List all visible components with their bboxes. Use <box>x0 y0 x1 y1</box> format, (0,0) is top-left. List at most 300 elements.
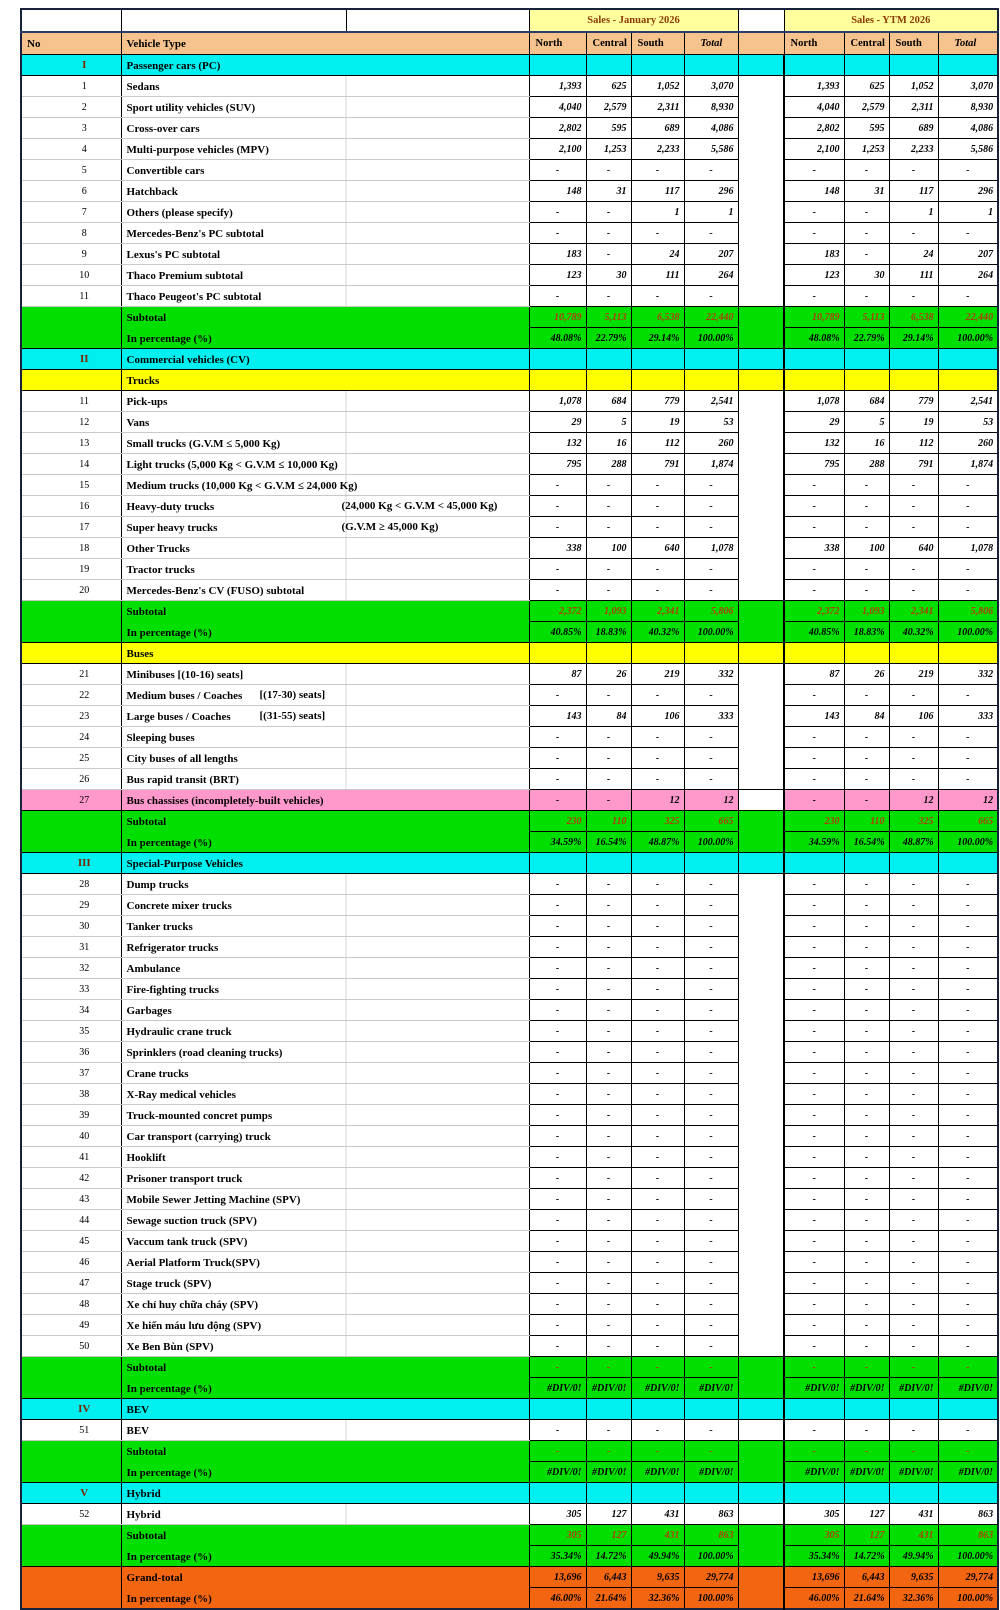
cell-jan-north[interactable]: - <box>529 769 586 790</box>
cell-jan-south[interactable]: 431 <box>631 1525 684 1546</box>
cell-ytm-south[interactable]: 779 <box>889 391 938 412</box>
cell-jan-south[interactable]: - <box>631 1357 684 1378</box>
cell-jan-north[interactable] <box>529 1399 586 1420</box>
cell-ytm-central[interactable]: - <box>844 874 889 895</box>
cell-vehicle-type[interactable] <box>121 1483 529 1504</box>
cell-ytm-central[interactable]: - <box>844 1189 889 1210</box>
cell-jan-total[interactable]: - <box>684 1315 738 1336</box>
cell-vehicle-type[interactable] <box>121 1567 529 1588</box>
cell-ytm-total[interactable]: - <box>938 769 998 790</box>
cell-ytm-total[interactable] <box>938 349 998 370</box>
cell-ytm-central[interactable]: - <box>844 979 889 1000</box>
cell-jan-central[interactable]: - <box>586 580 631 601</box>
cell-gap[interactable] <box>738 622 784 643</box>
cell-jan-south[interactable]: - <box>631 685 684 706</box>
cell-jan-total[interactable]: 29,774 <box>684 1567 738 1588</box>
cell-jan-central[interactable]: 5,113 <box>586 307 631 328</box>
cell-ytm-south[interactable]: - <box>889 1420 938 1441</box>
cell-jan-total[interactable]: - <box>684 1189 738 1210</box>
cell-jan-south[interactable]: 791 <box>631 454 684 475</box>
title-blank-no[interactable] <box>21 9 121 32</box>
cell-jan-central[interactable]: - <box>586 496 631 517</box>
cell-jan-central[interactable]: - <box>586 790 631 811</box>
cell-jan-north[interactable]: 2,802 <box>529 118 586 139</box>
cell-jan-south[interactable]: 9,635 <box>631 1567 684 1588</box>
cell-gap[interactable] <box>738 1399 784 1420</box>
cell-jan-central[interactable]: - <box>586 244 631 265</box>
cell-jan-south[interactable]: - <box>631 958 684 979</box>
cell-ytm-central[interactable]: - <box>844 1147 889 1168</box>
cell-no[interactable]: 24 <box>21 727 121 748</box>
cell-ytm-north[interactable]: - <box>784 1105 844 1126</box>
cell-vehicle-type[interactable] <box>121 664 529 685</box>
cell-ytm-south[interactable]: 1 <box>889 202 938 223</box>
cell-ytm-north[interactable]: - <box>784 1357 844 1378</box>
cell-ytm-central[interactable]: - <box>844 1042 889 1063</box>
cell-jan-total[interactable] <box>684 1483 738 1504</box>
cell-jan-total[interactable]: 100.00% <box>684 1588 738 1610</box>
cell-jan-north[interactable]: - <box>529 1336 586 1357</box>
cell-ytm-central[interactable]: - <box>844 937 889 958</box>
cell-ytm-total[interactable]: #DIV/0! <box>938 1378 998 1399</box>
cell-jan-south[interactable]: - <box>631 496 684 517</box>
cell-jan-total[interactable]: - <box>684 1105 738 1126</box>
cell-ytm-north[interactable]: - <box>784 1273 844 1294</box>
cell-jan-total[interactable]: - <box>684 1231 738 1252</box>
cell-jan-central[interactable]: - <box>586 1063 631 1084</box>
cell-ytm-south[interactable]: 2,341 <box>889 601 938 622</box>
cell-jan-central[interactable]: - <box>586 160 631 181</box>
cell-jan-north[interactable]: - <box>529 937 586 958</box>
cell-jan-total[interactable]: - <box>684 874 738 895</box>
col-header-jan-north[interactable]: North <box>529 32 586 55</box>
cell-gap[interactable] <box>738 1273 784 1294</box>
cell-gap[interactable] <box>738 979 784 1000</box>
cell-ytm-total[interactable]: 29,774 <box>938 1567 998 1588</box>
cell-vehicle-type[interactable] <box>121 433 529 454</box>
cell-no[interactable]: III <box>21 853 121 874</box>
cell-no[interactable]: 39 <box>21 1105 121 1126</box>
cell-gap[interactable] <box>738 181 784 202</box>
cell-no[interactable]: 1 <box>21 76 121 97</box>
cell-ytm-south[interactable]: - <box>889 874 938 895</box>
cell-jan-south[interactable]: 779 <box>631 391 684 412</box>
cell-gap[interactable] <box>738 1420 784 1441</box>
cell-vehicle-type[interactable] <box>121 1420 529 1441</box>
col-header-jan-south[interactable]: South <box>631 32 684 55</box>
cell-vehicle-type[interactable] <box>121 1588 529 1610</box>
cell-ytm-central[interactable]: 31 <box>844 181 889 202</box>
cell-jan-south[interactable]: - <box>631 1231 684 1252</box>
cell-gap[interactable] <box>738 76 784 97</box>
cell-no[interactable]: 52 <box>21 1504 121 1525</box>
cell-ytm-north[interactable]: - <box>784 1441 844 1462</box>
cell-ytm-central[interactable] <box>844 643 889 664</box>
cell-jan-north[interactable]: 13,696 <box>529 1567 586 1588</box>
cell-ytm-central[interactable]: - <box>844 895 889 916</box>
cell-ytm-south[interactable]: 219 <box>889 664 938 685</box>
cell-gap[interactable] <box>738 454 784 475</box>
cell-vehicle-type[interactable] <box>121 1336 529 1357</box>
cell-jan-central[interactable]: - <box>586 685 631 706</box>
cell-vehicle-type[interactable] <box>121 874 529 895</box>
cell-jan-central[interactable]: 110 <box>586 811 631 832</box>
cell-ytm-south[interactable]: - <box>889 517 938 538</box>
cell-gap[interactable] <box>738 1105 784 1126</box>
cell-jan-north[interactable]: - <box>529 1168 586 1189</box>
cell-ytm-south[interactable]: - <box>889 1105 938 1126</box>
cell-ytm-north[interactable]: 795 <box>784 454 844 475</box>
cell-jan-total[interactable]: - <box>684 1126 738 1147</box>
cell-jan-total[interactable]: - <box>684 517 738 538</box>
cell-jan-north[interactable]: 4,040 <box>529 97 586 118</box>
cell-jan-total[interactable]: - <box>684 1441 738 1462</box>
cell-ytm-total[interactable] <box>938 1399 998 1420</box>
cell-gap[interactable] <box>738 1084 784 1105</box>
cell-jan-south[interactable]: #DIV/0! <box>631 1378 684 1399</box>
cell-gap[interactable] <box>738 1588 784 1610</box>
cell-gap[interactable] <box>738 1357 784 1378</box>
cell-vehicle-type[interactable] <box>121 328 529 349</box>
cell-no[interactable]: V <box>21 1483 121 1504</box>
cell-gap[interactable] <box>738 1504 784 1525</box>
cell-ytm-total[interactable]: - <box>938 1042 998 1063</box>
cell-ytm-central[interactable]: - <box>844 1273 889 1294</box>
cell-jan-central[interactable]: #DIV/0! <box>586 1462 631 1483</box>
cell-vehicle-type[interactable] <box>121 1294 529 1315</box>
cell-no[interactable]: 46 <box>21 1252 121 1273</box>
cell-jan-central[interactable]: - <box>586 958 631 979</box>
cell-jan-south[interactable]: 2,341 <box>631 601 684 622</box>
cell-ytm-central[interactable]: - <box>844 1252 889 1273</box>
cell-ytm-central[interactable]: 21.64% <box>844 1588 889 1610</box>
cell-ytm-total[interactable]: - <box>938 286 998 307</box>
cell-gap[interactable] <box>738 874 784 895</box>
cell-ytm-total[interactable]: 5,586 <box>938 139 998 160</box>
cell-jan-central[interactable] <box>586 55 631 76</box>
cell-jan-north[interactable]: - <box>529 1063 586 1084</box>
cell-ytm-central[interactable]: 26 <box>844 664 889 685</box>
cell-gap[interactable] <box>738 685 784 706</box>
cell-ytm-total[interactable]: #DIV/0! <box>938 1462 998 1483</box>
cell-ytm-total[interactable]: - <box>938 1336 998 1357</box>
cell-jan-north[interactable]: - <box>529 1441 586 1462</box>
cell-ytm-central[interactable]: - <box>844 517 889 538</box>
cell-jan-central[interactable]: - <box>586 1168 631 1189</box>
cell-no[interactable]: 35 <box>21 1021 121 1042</box>
cell-jan-south[interactable]: - <box>631 1000 684 1021</box>
cell-jan-total[interactable]: - <box>684 685 738 706</box>
cell-gap[interactable] <box>738 1546 784 1567</box>
cell-ytm-south[interactable]: - <box>889 496 938 517</box>
cell-ytm-north[interactable]: - <box>784 1084 844 1105</box>
cell-jan-central[interactable]: 16.54% <box>586 832 631 853</box>
cell-vehicle-type[interactable] <box>121 1084 529 1105</box>
cell-gap[interactable] <box>738 55 784 76</box>
cell-ytm-north[interactable]: - <box>784 202 844 223</box>
cell-ytm-central[interactable]: 1,253 <box>844 139 889 160</box>
cell-no[interactable]: 51 <box>21 1420 121 1441</box>
cell-no[interactable]: 9 <box>21 244 121 265</box>
cell-gap[interactable] <box>738 1315 784 1336</box>
cell-no[interactable]: 28 <box>21 874 121 895</box>
cell-ytm-total[interactable]: 3,070 <box>938 76 998 97</box>
cell-jan-central[interactable] <box>586 853 631 874</box>
cell-jan-north[interactable]: - <box>529 916 586 937</box>
col-header-ytm-north[interactable]: North <box>784 32 844 55</box>
cell-ytm-north[interactable]: - <box>784 1420 844 1441</box>
cell-ytm-north[interactable]: 1,078 <box>784 391 844 412</box>
cell-ytm-central[interactable]: 22.79% <box>844 328 889 349</box>
cell-ytm-north[interactable]: 338 <box>784 538 844 559</box>
cell-vehicle-type[interactable] <box>121 118 529 139</box>
cell-jan-total[interactable]: 665 <box>684 811 738 832</box>
cell-jan-central[interactable]: - <box>586 1294 631 1315</box>
cell-jan-south[interactable]: - <box>631 937 684 958</box>
cell-no[interactable]: 18 <box>21 538 121 559</box>
cell-ytm-central[interactable]: - <box>844 1021 889 1042</box>
cell-ytm-south[interactable]: - <box>889 1189 938 1210</box>
cell-ytm-total[interactable]: 264 <box>938 265 998 286</box>
cell-ytm-north[interactable]: - <box>784 1189 844 1210</box>
cell-ytm-north[interactable]: 35.34% <box>784 1546 844 1567</box>
cell-ytm-north[interactable]: 230 <box>784 811 844 832</box>
cell-ytm-central[interactable]: - <box>844 1315 889 1336</box>
cell-ytm-north[interactable] <box>784 349 844 370</box>
cell-jan-central[interactable]: - <box>586 1021 631 1042</box>
cell-no[interactable]: 43 <box>21 1189 121 1210</box>
cell-jan-central[interactable] <box>586 349 631 370</box>
cell-no[interactable] <box>21 832 121 853</box>
cell-jan-total[interactable]: - <box>684 895 738 916</box>
cell-jan-south[interactable] <box>631 1399 684 1420</box>
cell-jan-south[interactable]: - <box>631 1126 684 1147</box>
cell-no[interactable]: 47 <box>21 1273 121 1294</box>
cell-jan-total[interactable]: - <box>684 559 738 580</box>
cell-jan-south[interactable]: - <box>631 1420 684 1441</box>
cell-ytm-total[interactable] <box>938 370 998 391</box>
cell-jan-central[interactable]: - <box>586 1357 631 1378</box>
cell-jan-north[interactable]: 2,372 <box>529 601 586 622</box>
cell-jan-south[interactable]: - <box>631 559 684 580</box>
cell-gap[interactable] <box>738 1294 784 1315</box>
cell-jan-north[interactable]: #DIV/0! <box>529 1378 586 1399</box>
cell-jan-north[interactable]: - <box>529 223 586 244</box>
cell-vehicle-type[interactable] <box>121 1441 529 1462</box>
cell-vehicle-type[interactable] <box>121 559 529 580</box>
cell-jan-central[interactable]: 22.79% <box>586 328 631 349</box>
cell-ytm-south[interactable]: 48.87% <box>889 832 938 853</box>
col-header-jan-total[interactable]: Total <box>684 32 738 55</box>
cell-ytm-total[interactable]: 333 <box>938 706 998 727</box>
cell-ytm-south[interactable]: - <box>889 1147 938 1168</box>
cell-jan-central[interactable]: - <box>586 1315 631 1336</box>
cell-ytm-north[interactable]: - <box>784 475 844 496</box>
cell-jan-central[interactable]: 30 <box>586 265 631 286</box>
cell-no[interactable]: 11 <box>21 391 121 412</box>
cell-ytm-total[interactable]: - <box>938 958 998 979</box>
cell-no[interactable]: 45 <box>21 1231 121 1252</box>
cell-ytm-total[interactable]: 2,541 <box>938 391 998 412</box>
cell-jan-south[interactable] <box>631 643 684 664</box>
cell-gap[interactable] <box>738 1462 784 1483</box>
cell-ytm-central[interactable]: - <box>844 1294 889 1315</box>
cell-jan-central[interactable] <box>586 1483 631 1504</box>
cell-ytm-south[interactable]: 9,635 <box>889 1567 938 1588</box>
cell-ytm-total[interactable]: - <box>938 496 998 517</box>
cell-jan-north[interactable]: 143 <box>529 706 586 727</box>
cell-gap[interactable] <box>738 1042 784 1063</box>
cell-vehicle-type[interactable] <box>121 307 529 328</box>
cell-jan-south[interactable] <box>631 55 684 76</box>
cell-jan-total[interactable] <box>684 349 738 370</box>
cell-ytm-north[interactable]: - <box>784 979 844 1000</box>
cell-no[interactable]: 10 <box>21 265 121 286</box>
cell-vehicle-type[interactable] <box>121 223 529 244</box>
cell-jan-north[interactable]: - <box>529 727 586 748</box>
cell-ytm-total[interactable]: - <box>938 1231 998 1252</box>
cell-jan-total[interactable]: 1,874 <box>684 454 738 475</box>
cell-ytm-north[interactable]: - <box>784 790 844 811</box>
cell-jan-central[interactable]: - <box>586 1252 631 1273</box>
cell-jan-total[interactable]: - <box>684 496 738 517</box>
cell-jan-central[interactable] <box>586 643 631 664</box>
col-header-vehicle-type[interactable]: Vehicle Type <box>121 32 529 55</box>
cell-jan-central[interactable]: 84 <box>586 706 631 727</box>
cell-jan-south[interactable]: 219 <box>631 664 684 685</box>
cell-jan-south[interactable]: - <box>631 979 684 1000</box>
cell-jan-central[interactable]: 26 <box>586 664 631 685</box>
cell-jan-south[interactable]: 106 <box>631 706 684 727</box>
cell-ytm-central[interactable]: - <box>844 1210 889 1231</box>
cell-jan-central[interactable]: 288 <box>586 454 631 475</box>
cell-ytm-north[interactable] <box>784 1399 844 1420</box>
cell-vehicle-type[interactable] <box>121 853 529 874</box>
cell-no[interactable]: 41 <box>21 1147 121 1168</box>
cell-ytm-south[interactable] <box>889 1399 938 1420</box>
cell-no[interactable]: IV <box>21 1399 121 1420</box>
cell-gap[interactable] <box>738 601 784 622</box>
cell-jan-total[interactable]: 3,070 <box>684 76 738 97</box>
cell-ytm-south[interactable]: - <box>889 1336 938 1357</box>
cell-jan-south[interactable]: - <box>631 1084 684 1105</box>
cell-jan-central[interactable]: - <box>586 1105 631 1126</box>
cell-ytm-central[interactable] <box>844 1483 889 1504</box>
cell-ytm-north[interactable]: #DIV/0! <box>784 1462 844 1483</box>
cell-ytm-total[interactable]: 207 <box>938 244 998 265</box>
cell-no[interactable]: 17 <box>21 517 121 538</box>
vehicle-sales-table[interactable] <box>20 8 999 1610</box>
cell-ytm-south[interactable]: - <box>889 559 938 580</box>
cell-ytm-south[interactable]: - <box>889 1084 938 1105</box>
cell-ytm-central[interactable]: - <box>844 1126 889 1147</box>
cell-no[interactable] <box>21 328 121 349</box>
cell-gap[interactable] <box>738 1063 784 1084</box>
cell-jan-south[interactable]: 325 <box>631 811 684 832</box>
cell-jan-central[interactable]: 5 <box>586 412 631 433</box>
cell-jan-central[interactable]: - <box>586 1231 631 1252</box>
cell-ytm-total[interactable]: - <box>938 1252 998 1273</box>
cell-ytm-central[interactable]: #DIV/0! <box>844 1462 889 1483</box>
cell-jan-north[interactable] <box>529 1483 586 1504</box>
cell-jan-central[interactable]: - <box>586 727 631 748</box>
cell-ytm-central[interactable]: - <box>844 244 889 265</box>
cell-ytm-north[interactable]: - <box>784 1168 844 1189</box>
cell-ytm-central[interactable]: - <box>844 202 889 223</box>
cell-ytm-total[interactable]: - <box>938 559 998 580</box>
cell-jan-north[interactable]: - <box>529 1252 586 1273</box>
cell-jan-total[interactable]: 100.00% <box>684 832 738 853</box>
cell-jan-south[interactable]: 1,052 <box>631 76 684 97</box>
cell-vehicle-type[interactable] <box>121 1273 529 1294</box>
cell-ytm-central[interactable]: - <box>844 223 889 244</box>
cell-ytm-north[interactable]: - <box>784 1021 844 1042</box>
cell-ytm-north[interactable]: - <box>784 1000 844 1021</box>
cell-gap[interactable] <box>738 160 784 181</box>
cell-no[interactable]: 27 <box>21 790 121 811</box>
cell-ytm-central[interactable]: - <box>844 160 889 181</box>
cell-ytm-south[interactable] <box>889 643 938 664</box>
cell-jan-central[interactable]: 1,093 <box>586 601 631 622</box>
cell-ytm-total[interactable]: - <box>938 1294 998 1315</box>
cell-ytm-south[interactable]: - <box>889 1042 938 1063</box>
cell-jan-total[interactable]: #DIV/0! <box>684 1462 738 1483</box>
cell-jan-north[interactable]: - <box>529 1126 586 1147</box>
cell-jan-north[interactable]: #DIV/0! <box>529 1462 586 1483</box>
cell-gap[interactable] <box>738 1483 784 1504</box>
cell-no[interactable]: 32 <box>21 958 121 979</box>
cell-ytm-total[interactable]: 665 <box>938 811 998 832</box>
cell-ytm-south[interactable]: - <box>889 769 938 790</box>
cell-vehicle-type[interactable] <box>121 1231 529 1252</box>
cell-no[interactable]: 26 <box>21 769 121 790</box>
cell-jan-central[interactable]: - <box>586 286 631 307</box>
cell-ytm-north[interactable]: 2,372 <box>784 601 844 622</box>
cell-no[interactable]: 23 <box>21 706 121 727</box>
cell-jan-central[interactable]: - <box>586 1336 631 1357</box>
cell-ytm-central[interactable]: - <box>844 559 889 580</box>
cell-jan-south[interactable]: - <box>631 517 684 538</box>
cell-jan-north[interactable]: - <box>529 1357 586 1378</box>
col-header-ytm-south[interactable]: South <box>889 32 938 55</box>
cell-jan-central[interactable]: 16 <box>586 433 631 454</box>
cell-ytm-south[interactable]: - <box>889 286 938 307</box>
cell-ytm-south[interactable]: 111 <box>889 265 938 286</box>
cell-jan-north[interactable]: - <box>529 160 586 181</box>
cell-jan-total[interactable]: - <box>684 979 738 1000</box>
cell-jan-south[interactable]: 49.94% <box>631 1546 684 1567</box>
cell-jan-central[interactable]: - <box>586 874 631 895</box>
cell-vehicle-type[interactable] <box>121 76 529 97</box>
col-header-ytm-central[interactable]: Central <box>844 32 889 55</box>
cell-ytm-central[interactable]: 18.83% <box>844 622 889 643</box>
cell-jan-north[interactable]: 46.00% <box>529 1588 586 1610</box>
cell-ytm-central[interactable]: - <box>844 1420 889 1441</box>
cell-ytm-north[interactable] <box>784 370 844 391</box>
cell-ytm-north[interactable]: - <box>784 685 844 706</box>
cell-no[interactable]: 37 <box>21 1063 121 1084</box>
cell-jan-south[interactable]: - <box>631 1168 684 1189</box>
cell-ytm-total[interactable]: 53 <box>938 412 998 433</box>
cell-ytm-south[interactable]: #DIV/0! <box>889 1378 938 1399</box>
cell-jan-north[interactable]: - <box>529 874 586 895</box>
cell-ytm-central[interactable]: - <box>844 580 889 601</box>
cell-jan-south[interactable]: 111 <box>631 265 684 286</box>
cell-jan-total[interactable] <box>684 370 738 391</box>
cell-jan-central[interactable]: - <box>586 1126 631 1147</box>
cell-ytm-central[interactable]: - <box>844 286 889 307</box>
cell-vehicle-type[interactable] <box>121 181 529 202</box>
